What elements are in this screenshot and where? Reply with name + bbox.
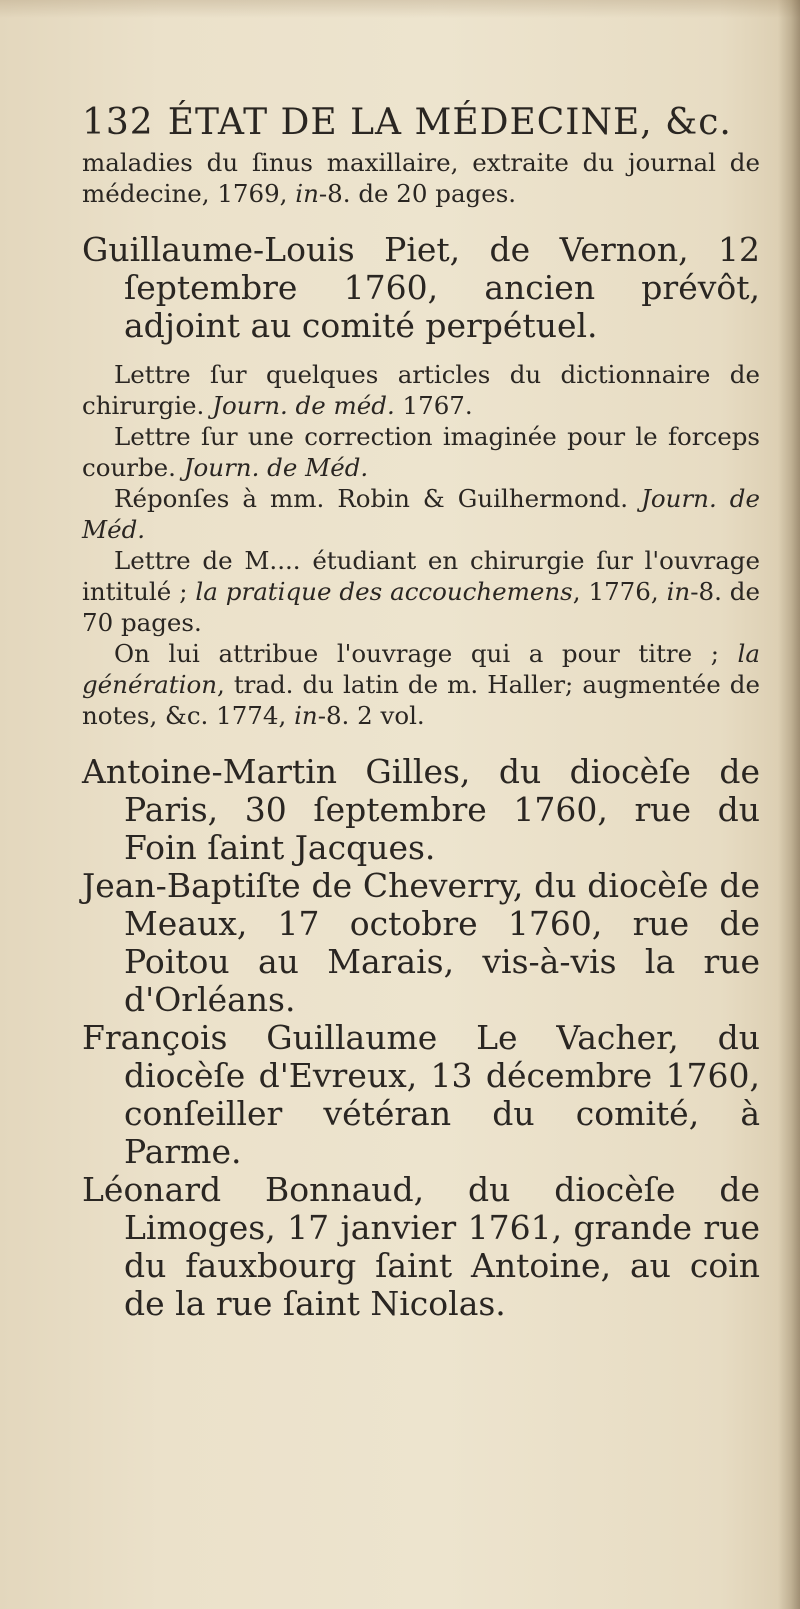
running-header [82, 0, 760, 143]
entry-bonnaud: Léonard Bonnaud, du diocèſe de Limoges, 17 janvier 1761, grande rue du fauxbourg ſaint Antoine, au coin de la rue ſaint Nicolas. [82, 1170, 760, 1323]
page-top-shadow [0, 0, 800, 18]
entry-cheverry: Jean-Baptiſte de Cheverry, du diocèſe de Meaux, 17 octobre 1760, rue de Poitou au Marais, vis-à-vis la rue d'Orléans. [82, 866, 760, 1019]
page-number: 132 [82, 102, 154, 143]
work-item: Lettre de M.... étudiant en chirurgie ſur l'ouvrage intitulé ; la pratique des accouchemens, 1776, in-8. de 70 pages. [82, 546, 760, 637]
work-item: Lettre ſur une correction imaginée pour le forceps courbe. Journ. de Méd. [82, 422, 760, 482]
work-item: Réponſes à mm. Robin & Guilhermond. Journ. de Méd. [82, 484, 760, 544]
work-item: Lettre ſur quelques articles du dictionnaire de chirurgie. Journ. de méd. 1767. [82, 360, 760, 420]
running-title: ÉTAT DE LA MÉDECINE, &c. [167, 102, 732, 143]
entry-le-vacher: François Guillaume Le Vacher, du diocèſe d'Evreux, 13 décembre 1760, conſeiller vétéran du comité, à Parme. [82, 1018, 760, 1171]
entry-gilles: Antoine-Martin Gilles, du diocèſe de Paris, 30 ſeptembre 1760, rue du Foin ſaint Jacques. [82, 752, 760, 867]
continuation-text: maladies du ſinus maxillaire, extraite du journal de médecine, 1769, in-8. de 20 pages. [82, 148, 760, 208]
works-list [82, 359, 760, 731]
entry-piet [82, 231, 760, 731]
entry-list [82, 753, 760, 1323]
entry-heading: Guillaume-Louis Piet, de Vernon, 12 ſeptembre 1760, ancien prévôt, adjoint au comité perpétuel. [82, 230, 760, 345]
page-edge-shadow [778, 0, 800, 1609]
work-item: On lui attribue l'ouvrage qui a pour titre ; la génération, trad. du latin de m. Haller; augmentée de notes, &c. 1774, in-8. 2 vol. [82, 639, 760, 730]
